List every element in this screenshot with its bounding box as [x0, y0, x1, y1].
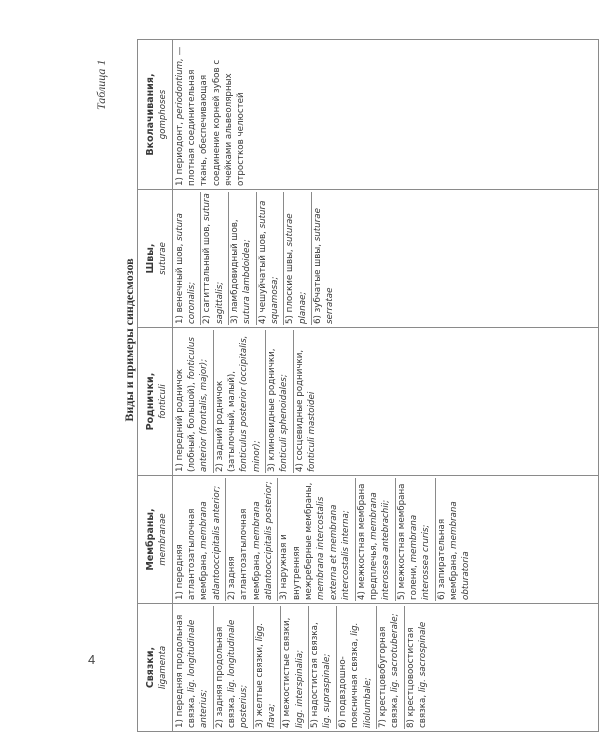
sutures-cell: [172, 190, 598, 328]
list-item: 5) плоские швы, suturae planae;: [284, 192, 312, 325]
header-latin: fonticuli: [158, 384, 169, 419]
list-item: 3) ламбдовидный шов, sutura lambdoidea;: [229, 192, 257, 325]
list-item: 1) периодонт, periodontium, — плотная соединительная ткань, обеспечивающая соединение корней зубов с ячейками альвеолярных отростков челюстей: [174, 46, 247, 186]
list-item: 4) межостистые связки, ligg. interspinalia;: [281, 606, 309, 729]
list-item: 1) передний родничок (лобный, большой), fonticulus anterior (frontalis, major);: [174, 330, 214, 473]
header-text: Мембраны,: [145, 508, 156, 571]
list-item: 6) подвздошно-поясничная связка, lig. iliolumbale;: [337, 606, 377, 729]
ligaments-cell: [172, 604, 598, 732]
list-item: 2) задняя продольная связка, lig. longitudinale posterius;: [214, 606, 254, 729]
list-item: 4) чешуйчатый шов, sutura squamosa;: [257, 192, 285, 325]
list-item: 2) задний родничок (затылочный, малый), fonticulus posterior (occipitalis, minor);: [214, 330, 266, 473]
list-item: 3) клиновидные роднички, fonticuli sphenoidales;: [266, 330, 294, 473]
list-item: 6) запирательная мембрана, membrana obturatoria: [436, 501, 472, 600]
header-text: Связки,: [145, 646, 156, 689]
header-gomphoses: [138, 40, 173, 190]
list-item: 8) крестцовоостистая связка, lig. sacrospinale: [405, 621, 428, 728]
fontanelles-cell: [172, 328, 598, 476]
list-item: 5) надостистая связка, lig. supraspinale;: [309, 606, 337, 729]
page-number: 4: [88, 652, 96, 667]
header-latin: gomphoses: [158, 89, 169, 140]
list-item: 1) венечный шов, sutura coronalis;: [174, 192, 202, 325]
table-label: Таблица 1: [94, 59, 108, 110]
header-text: Вколачивания,: [145, 73, 156, 156]
membranes-cell: [172, 476, 598, 604]
list-item: 6) зубчатые швы, suturae serratae: [313, 208, 336, 324]
list-item: 1) передняя продольная связка, lig. longitudinale anterius;: [174, 606, 214, 729]
syndesmosis-table: [137, 39, 599, 732]
list-item: 2) сагиттальный шов, sutura sagittalis;: [201, 192, 229, 325]
list-item: 2) задняя атлантозатылочная мембрана, membrana atlantooccipitalis posterior;: [226, 478, 278, 601]
list-item: 7) крестцовобугорная связка, lig. sacrotuberale;: [377, 606, 405, 729]
header-ligaments: [138, 604, 173, 732]
header-sutures: [138, 190, 173, 328]
header-latin: ligamenta: [158, 645, 169, 690]
list-item: 4) межкостная мембрана предплечья, membrana interossea antebrachii;: [356, 478, 396, 601]
header-latin: membranae: [158, 513, 169, 566]
gomphoses-cell: [172, 40, 598, 190]
body-row: [172, 40, 598, 732]
list-item: 5) межкостная мембрана голени, membrana interossea cruris;: [396, 478, 436, 601]
table-title: Виды и примеры синдесмозов: [122, 258, 136, 422]
list-item: 1) передняя атлантозатылочная мембрана, membrana atlantooccipitalis anterior;: [174, 478, 226, 601]
header-text: Швы,: [145, 243, 156, 274]
header-row: [138, 40, 173, 732]
list-item: 3) наружная и внутренняя межреберные мембраны, membrana intercostalis externa et membrana intercostalis interna;: [278, 478, 355, 601]
header-latin: suturae: [158, 242, 169, 275]
header-membranes: [138, 476, 173, 604]
list-item: 3) желтые связки, ligg. flava;: [254, 606, 282, 729]
header-text: Роднички,: [145, 372, 156, 431]
header-fontanelles: [138, 328, 173, 476]
list-item: 4) сосцевидные роднички, fonticuli mastoidei: [294, 349, 318, 472]
